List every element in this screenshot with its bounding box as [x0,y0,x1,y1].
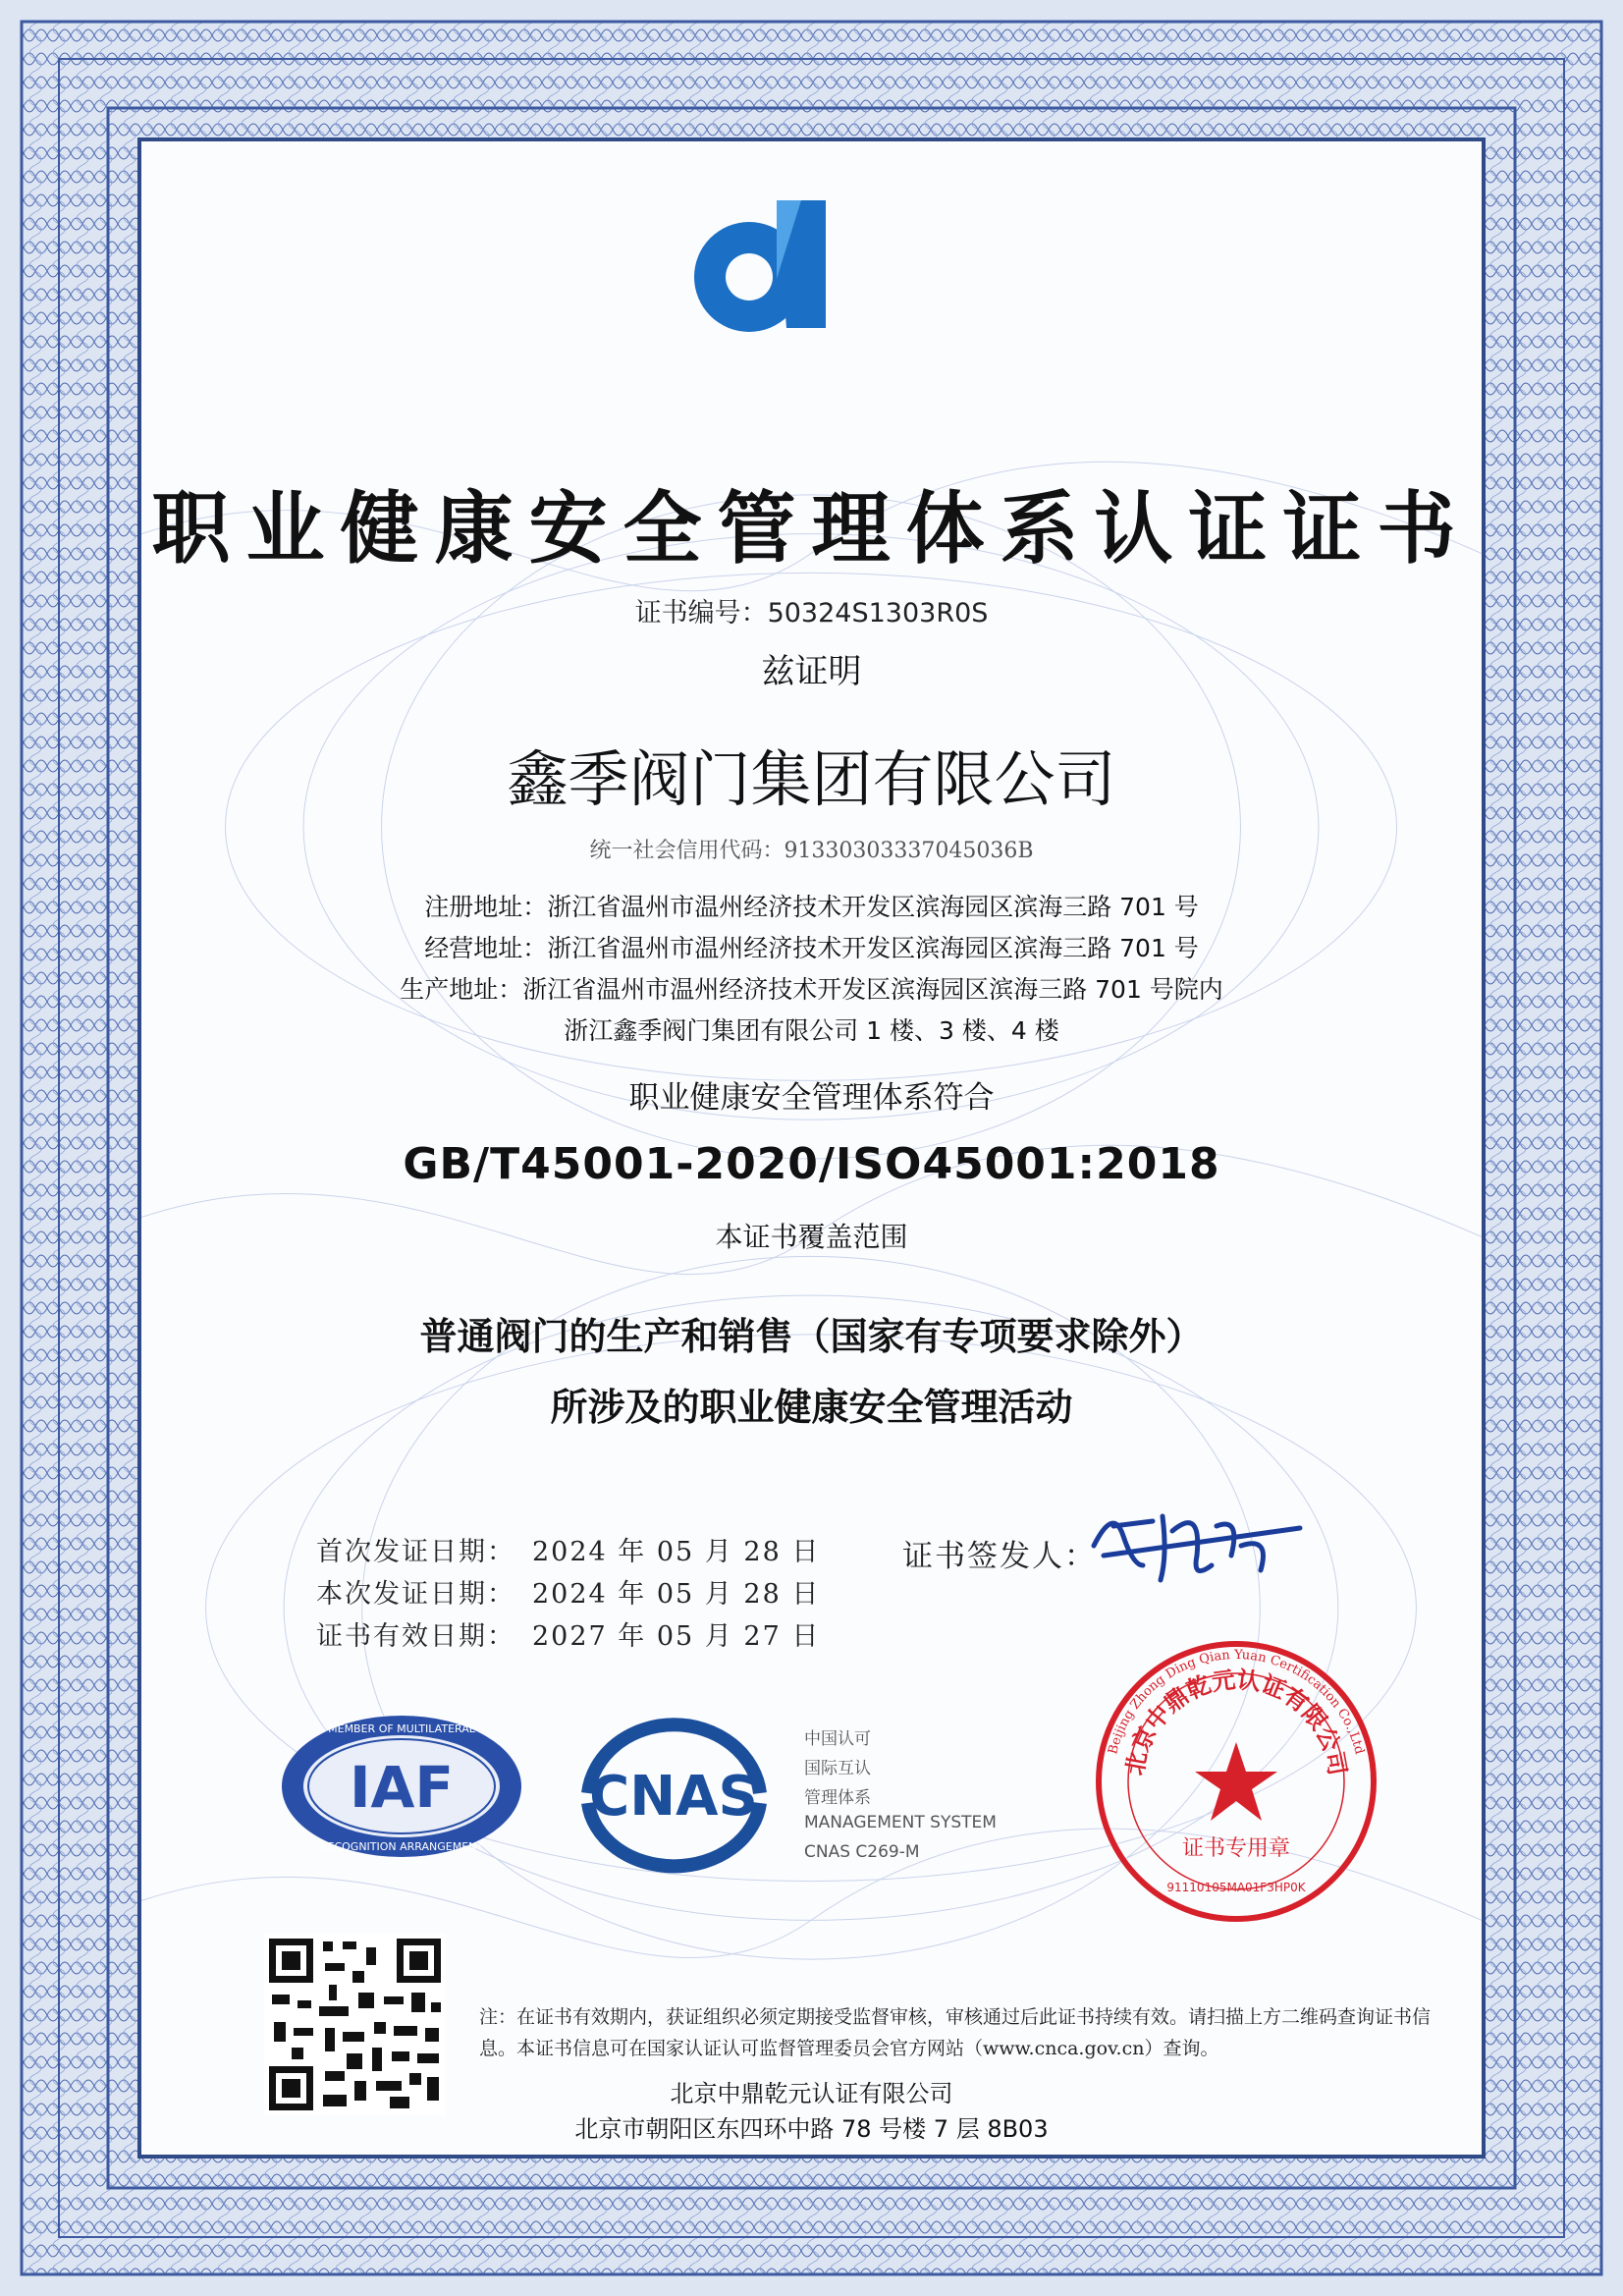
signature-icon [1074,1487,1329,1595]
date-label: 证书有效日期： [316,1621,515,1652]
hereby-text: 兹证明 [761,652,862,691]
cnas-text-4: MANAGEMENT SYSTEM [804,1813,997,1832]
first-issue-date [316,1530,820,1568]
business-address: 经营地址：浙江省温州市温州经济技术开发区滨海园区滨海三路 701 号 [424,934,1199,962]
cnas-text-3: 管理体系 [804,1788,871,1808]
svg-text:证书专用章: 证书专用章 [1181,1836,1291,1861]
svg-text:RECOGNITION ARRANGEMENT: RECOGNITION ARRANGEMENT [319,1840,484,1853]
svg-text:IAF: IAF [349,1754,455,1821]
registered-address: 注册地址：浙江省温州市温州经济技术开发区滨海园区滨海三路 701 号 [424,893,1199,921]
svg-text:Beijing Zhong Ding Qian Yuan C: Beijing Zhong Ding Qian Yuan Certification Co.,Ltd [1106,1647,1367,1756]
date-value: 2024 年 05 月 28 日 [532,1537,821,1567]
company-name: 鑫季阀门集团有限公司 [507,743,1116,815]
issuer-address: 北京市朝阳区东四环中路 78 号楼 7 层 8B03 [574,2115,1049,2143]
svg-text:北京中鼎乾元认证有限公司: 北京中鼎乾元认证有限公司 [1120,1666,1352,1777]
standard-code: GB/T45001-2020/ISO45001:2018 [403,1139,1220,1189]
company-logo-icon [678,191,875,338]
credit-code: 统一社会信用代码：91330303337045036B [589,839,1034,863]
date-label: 首次发证日期： [316,1537,515,1567]
iaf-logo-icon [279,1713,524,1860]
cnas-text-5: CNAS C269-M [804,1842,920,1862]
date-label: 本次发证日期： [316,1579,515,1610]
expiry-date [316,1614,820,1653]
cnas-text-1: 中国认可 [804,1729,871,1749]
current-issue-date [316,1572,820,1611]
date-value: 2024 年 05 月 28 日 [532,1579,821,1610]
scope-line-1: 普通阀门的生产和销售（国家有专项要求除外） [419,1315,1204,1358]
certificate-number: 证书编号：50324S1303R0S [634,598,989,629]
issuer-name: 北京中鼎乾元认证有限公司 [670,2080,953,2107]
svg-text:91110105MA01F3HP0K: 91110105MA01F3HP0K [1166,1881,1306,1894]
svg-text:MEMBER OF MULTILATERAL: MEMBER OF MULTILATERAL [328,1722,475,1735]
conform-text: 职业健康安全管理体系符合 [628,1080,995,1116]
cnas-logo-icon [568,1713,780,1875]
certificate-body [137,137,1486,2159]
production-address-cont: 浙江鑫季阀门集团有限公司 1 楼、3 楼、4 楼 [564,1016,1059,1045]
certificate-note: 注：在证书有效期内，获证组织必须定期接受监督审核，审核通过后此证书持续有效。请扫描上方二维码查询证书信息。本证书信息可在国家认证认可监督管理委员会官方网站（www.cnca.gov.cn）查询。 [479,2006,1432,2059]
production-address: 生产地址：浙江省温州市温州经济技术开发区滨海园区滨海三路 701 号院内 [400,975,1223,1004]
scope-line-2: 所涉及的职业健康安全管理活动 [550,1386,1073,1429]
signer-label: 证书签发人： [902,1539,1097,1574]
svg-text:CNAS: CNAS [589,1765,758,1829]
seal-icon [1089,1634,1383,1929]
scope-label: 本证书覆盖范围 [715,1221,908,1253]
date-value: 2027 年 05 月 27 日 [532,1621,821,1652]
cnas-text-2: 国际互认 [804,1759,871,1778]
certificate-title: 职业健康安全管理体系认证证书 [151,483,1472,574]
